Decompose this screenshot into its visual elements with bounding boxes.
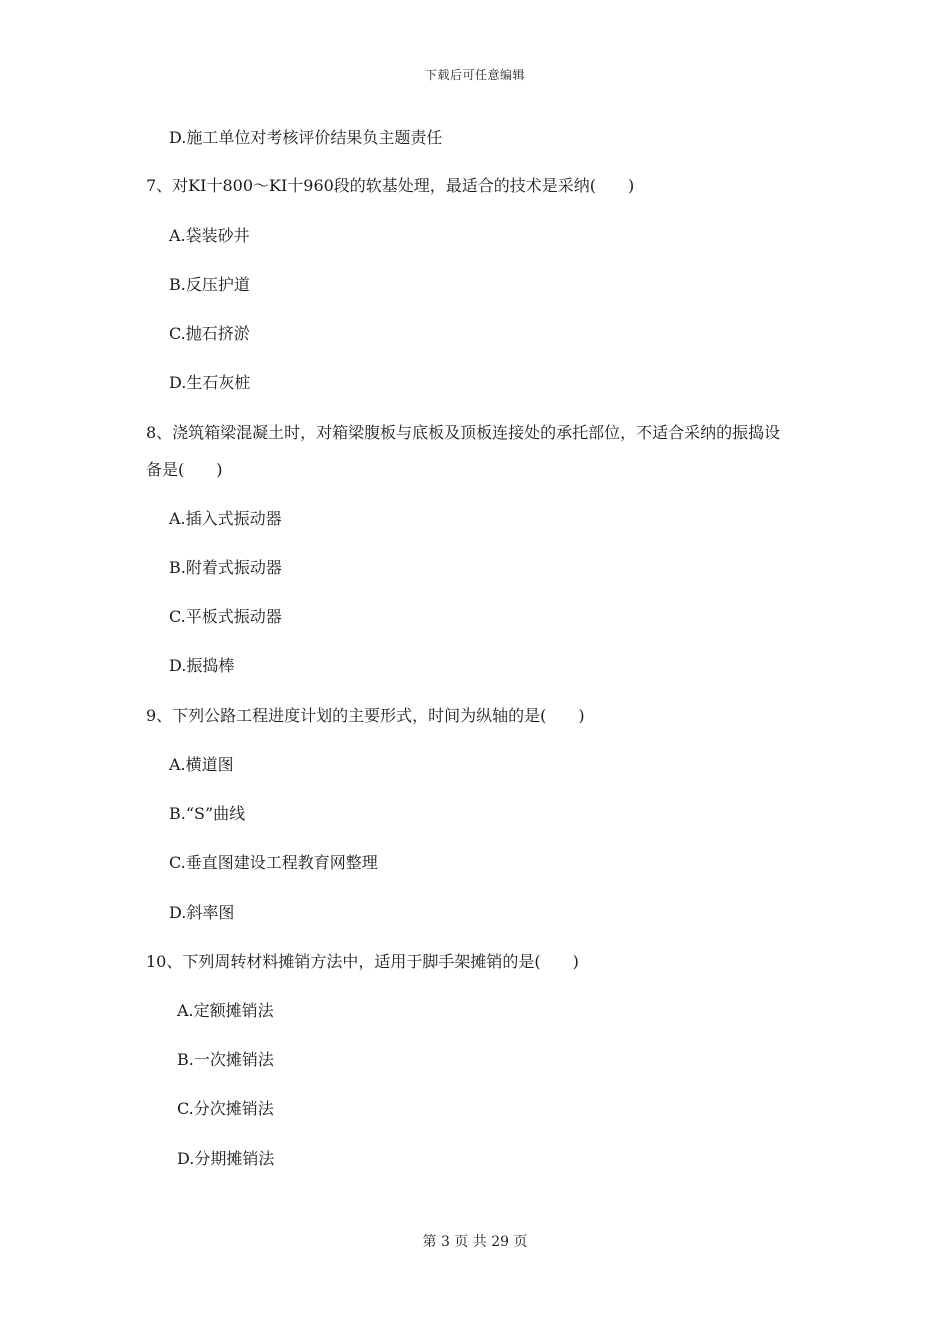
question-7-option-c: C.抛石挤淤 [169, 324, 250, 343]
question-10-option-d: D.分期摊销法 [177, 1149, 275, 1168]
question-7-option-a: A.袋装砂井 [169, 226, 250, 245]
question-8-option-c: C.平板式振动器 [169, 607, 282, 626]
question-9-option-b: B.“S”曲线 [169, 804, 246, 823]
page-header: 下载后可任意编辑 [424, 68, 525, 82]
previous-option-d: D.施工单位对考核评价结果负主题责任 [169, 128, 443, 147]
question-7-stem: 7、对KI十800～KI十960段的软基处理，最适合的技术是采纳( ) [146, 176, 635, 195]
page-footer: 第 3 页 共 29 页 [422, 1234, 528, 1250]
question-8-option-a: A.插入式振动器 [169, 509, 282, 528]
question-8-stem-line2: 备是( ) [146, 460, 223, 479]
question-7-option-b: B.反压护道 [169, 275, 250, 294]
question-9-option-c: C.垂直图建设工程教育网整理 [169, 853, 378, 872]
question-8-stem-line1: 8、浇筑箱梁混凝土时，对箱梁腹板与底板及顶板连接处的承托部位，不适合采纳的振捣设 [146, 423, 781, 442]
question-10-option-b: B.一次摊销法 [177, 1050, 274, 1069]
question-7-option-d: D.生石灰桩 [169, 373, 251, 392]
question-8-option-d: D.振捣棒 [169, 656, 235, 675]
question-10-stem: 10、下列周转材料摊销方法中，适用于脚手架摊销的是( ) [146, 952, 579, 971]
question-10-option-a: A.定额摊销法 [177, 1001, 274, 1020]
question-9-stem: 9、下列公路工程进度计划的主要形式，时间为纵轴的是( ) [146, 706, 585, 725]
question-9-option-d: D.斜率图 [169, 903, 235, 922]
question-8-option-b: B.附着式振动器 [169, 558, 282, 577]
question-9-option-a: A.横道图 [169, 755, 234, 774]
question-10-option-c: C.分次摊销法 [177, 1099, 274, 1118]
